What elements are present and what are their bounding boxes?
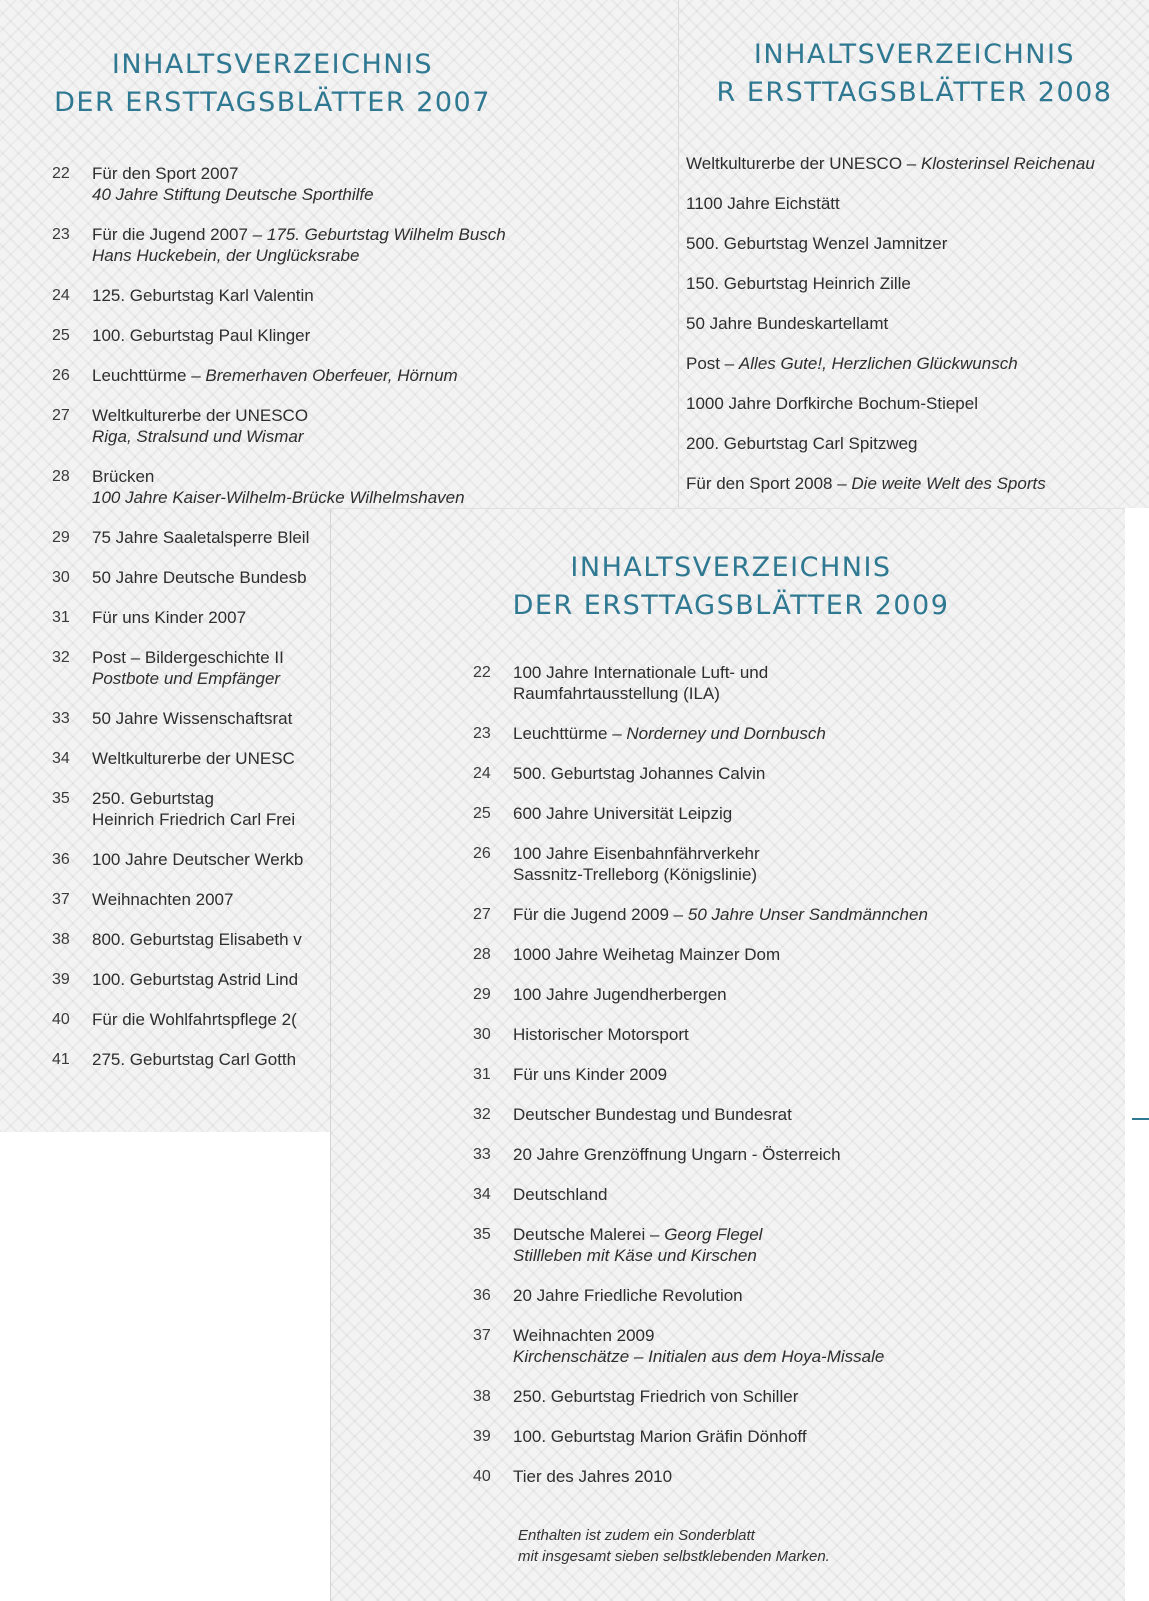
entry-title	[513, 984, 727, 1005]
entry-title	[513, 763, 765, 784]
entry-text	[513, 803, 732, 824]
entry-text	[686, 353, 1018, 374]
entry-number: 39	[52, 971, 70, 988]
entry-text	[513, 1184, 608, 1205]
entry-title	[92, 527, 309, 548]
entry-title	[92, 708, 292, 729]
list-item	[473, 1104, 928, 1125]
entry-number: 30	[52, 569, 70, 586]
entry-title-text: 1000 Jahre Weihetag Mainzer Dom	[513, 945, 781, 964]
entry-title	[513, 843, 760, 864]
list-item	[473, 803, 928, 824]
entry-number: 34	[473, 1186, 491, 1203]
entry-number: 34	[52, 750, 70, 767]
entry-number: 31	[52, 609, 70, 626]
entry-text	[513, 723, 826, 744]
entry-text	[92, 788, 295, 830]
entry-title	[513, 662, 768, 683]
list-item	[686, 153, 1095, 174]
entry-text	[513, 1104, 792, 1125]
entry-title	[92, 1009, 297, 1030]
entry-title-text: 1000 Jahre Dorfkirche Bochum-Stiepel	[686, 394, 978, 413]
entry-title	[92, 969, 298, 990]
entry-number: 24	[52, 287, 70, 304]
sheet-2008	[678, 0, 1149, 508]
entry-text	[513, 984, 727, 1005]
entry-title-text: 250. Geburtstag Friedrich von Schiller	[513, 1387, 799, 1406]
entry-title	[513, 1184, 608, 1205]
entry-title-text: 800. Geburtstag Elisabeth v	[92, 930, 302, 949]
list-item	[473, 723, 928, 744]
footnote-line1: Enthalten ist zudem ein Sonderblatt	[518, 1527, 755, 1544]
entry-title	[686, 433, 918, 454]
entry-text	[513, 944, 780, 965]
entry-title-text: Weihnachten 2007	[92, 890, 234, 909]
entry-title-text: 100. Geburtstag Marion Gräfin Dönhoff	[513, 1427, 807, 1446]
entry-title	[92, 748, 295, 769]
list-item	[686, 193, 1095, 214]
entry-title	[92, 849, 303, 870]
entry-title	[686, 393, 978, 414]
entry-title-text: 100 Jahre Internationale Luft- und	[513, 663, 769, 682]
entry-text	[92, 527, 309, 548]
entry-text	[686, 433, 918, 454]
entry-title	[513, 1386, 798, 1407]
entry-number: 27	[473, 906, 491, 923]
entry-title-text: 100 Jahre Jugendherbergen	[513, 985, 727, 1004]
entry-title-text: 50 Jahre Bundeskartellamt	[686, 314, 889, 333]
entry-text	[513, 843, 760, 885]
entry-text	[92, 969, 298, 990]
title-2009-line1: INHALTSVERZEICHNIS	[570, 552, 892, 583]
entry-title-text: Post – Bildergeschichte II	[92, 648, 284, 667]
entry-number: 37	[52, 891, 70, 908]
entry-subtitle: Postbote und Empfänger	[92, 669, 281, 688]
entry-text	[92, 929, 302, 950]
entry-title	[92, 224, 506, 245]
list-item	[473, 1064, 928, 1085]
entry-text	[92, 405, 308, 447]
entry-number: 39	[473, 1428, 491, 1445]
entry-title-text: Deutschland	[513, 1185, 608, 1204]
entries-2008	[686, 153, 1095, 508]
entry-title-text: 100. Geburtstag Astrid Lind	[92, 970, 299, 989]
entry-title-text: Für die Wohlfahrtspflege 2(	[92, 1010, 297, 1029]
entry-title-text: Für den Sport 2007	[92, 164, 239, 183]
title-2007	[0, 46, 545, 122]
list-item	[52, 466, 506, 508]
entry-title-text: Weltkulturerbe der UNESC	[92, 749, 295, 768]
entry-title-text: 125. Geburtstag Karl Valentin	[92, 286, 314, 305]
entry-title	[92, 163, 374, 184]
list-item	[52, 163, 506, 205]
entry-title-text: Tier des Jahres 2010	[513, 1467, 673, 1486]
entry-number: 26	[52, 367, 70, 384]
entry-title-italic: Bremerhaven Oberfeuer, Hörnum	[205, 366, 458, 385]
entry-text	[513, 1024, 689, 1045]
entry-subtitle: Kirchenschätze – Initialen aus dem Hoya-Missale	[513, 1347, 885, 1366]
entry-title	[513, 1426, 807, 1447]
entry-text	[92, 466, 465, 508]
entry-title	[513, 1064, 667, 1085]
entry-title-text: 600 Jahre Universität Leipzig	[513, 804, 733, 823]
entry-subtitle: Sassnitz-Trelleborg (Königslinie)	[513, 865, 758, 884]
entry-title	[686, 313, 888, 334]
entry-text	[92, 1009, 297, 1030]
entry-title-italic: 175. Geburtstag Wilhelm Busch	[266, 225, 506, 244]
entry-title-text: 50 Jahre Wissenschaftsrat	[92, 709, 293, 728]
entry-number: 28	[473, 946, 491, 963]
entry-title-text: 500. Geburtstag Johannes Calvin	[513, 764, 766, 783]
entry-title-italic: Die weite Welt des Sports	[851, 474, 1046, 493]
entry-text	[513, 1466, 672, 1487]
entry-title-text: Post –	[686, 354, 739, 373]
list-item	[473, 984, 928, 1005]
entry-title-italic: 50 Jahre Unser Sandmännchen	[687, 905, 928, 924]
entry-title	[513, 1144, 841, 1165]
entry-title-text: Brücken	[92, 467, 155, 486]
entry-title-text: 100. Geburtstag Paul Klinger	[92, 326, 311, 345]
entry-title-text: 75 Jahre Saaletalsperre Bleil	[92, 528, 310, 547]
entry-title	[92, 466, 465, 487]
entry-text	[92, 607, 246, 628]
entry-title	[686, 353, 1018, 374]
entry-title-text: 20 Jahre Grenzöffnung Ungarn - Österreich	[513, 1145, 841, 1164]
list-item	[473, 944, 928, 965]
entry-title	[513, 904, 928, 925]
entry-title-italic: Alles Gute!, Herzlichen Glückwunsch	[738, 354, 1018, 373]
entry-number: 26	[473, 845, 491, 862]
entry-title-text: 275. Geburtstag Carl Gotth	[92, 1050, 297, 1069]
list-item	[686, 233, 1095, 254]
entry-number: 35	[473, 1226, 491, 1243]
list-item	[473, 1224, 928, 1266]
accent-line	[1132, 1118, 1149, 1120]
entry-text	[513, 1426, 807, 1447]
title-2008	[679, 36, 1149, 112]
entry-title-text: Weltkulturerbe der UNESCO	[92, 406, 309, 425]
entry-number: 41	[52, 1051, 70, 1068]
entry-subtitle: Raumfahrtausstellung (ILA)	[513, 684, 720, 703]
entry-number: 32	[52, 649, 70, 666]
entry-text	[92, 708, 292, 729]
entry-text	[513, 763, 765, 784]
entry-title	[92, 607, 246, 628]
entry-number: 40	[473, 1468, 491, 1485]
entry-title	[92, 285, 314, 306]
entry-title-text: 100 Jahre Deutscher Werkb	[92, 850, 304, 869]
entry-number: 35	[52, 790, 70, 807]
entry-text	[92, 567, 307, 588]
entry-title-italic: Georg Flegel	[664, 1225, 763, 1244]
entry-text	[686, 153, 1095, 174]
title-2008-line1: INHALTSVERZEICHNIS	[753, 39, 1076, 70]
entry-text	[513, 662, 768, 704]
entry-title-text: Deutsche Malerei –	[513, 1225, 665, 1244]
entry-number: 23	[473, 725, 491, 742]
entry-subtitle: Stillleben mit Käse und Kirschen	[513, 1246, 757, 1265]
footnote	[518, 1525, 830, 1567]
list-item	[686, 273, 1095, 294]
title-2009	[331, 549, 1125, 625]
list-item	[473, 1426, 928, 1447]
list-item	[473, 1024, 928, 1045]
entry-title-text: 200. Geburtstag Carl Spitzweg	[686, 434, 918, 453]
entry-title-text: 100 Jahre Eisenbahnfährverkehr	[513, 844, 760, 863]
entry-text	[92, 163, 374, 205]
entry-number: 30	[473, 1026, 491, 1043]
entry-number: 22	[473, 664, 491, 681]
entry-number: 33	[52, 710, 70, 727]
list-item	[473, 904, 928, 925]
entry-title	[513, 1024, 689, 1045]
entry-number: 23	[52, 226, 70, 243]
entry-title	[92, 929, 302, 950]
entry-text	[92, 1049, 296, 1070]
entry-title-text: 50 Jahre Deutsche Bundesb	[92, 568, 307, 587]
list-item	[52, 285, 506, 306]
entry-text	[686, 233, 947, 254]
list-item	[52, 365, 506, 386]
entry-title-text: Für uns Kinder 2009	[513, 1065, 668, 1084]
entry-text	[92, 285, 314, 306]
entry-text	[513, 1144, 841, 1165]
entry-title-italic: Norderney und Dornbusch	[626, 724, 826, 743]
entry-title-text: 20 Jahre Friedliche Revolution	[513, 1286, 743, 1305]
entry-text	[513, 1386, 798, 1407]
entry-number: 37	[473, 1327, 491, 1344]
entry-title-italic: Klosterinsel Reichenau	[920, 154, 1095, 173]
entry-number: 40	[52, 1011, 70, 1028]
entry-text	[513, 904, 928, 925]
entry-title-text: Weltkulturerbe der UNESCO –	[686, 154, 921, 173]
list-item	[52, 224, 506, 266]
title-2007-line2: DER ERSTTAGSBLÄTTER 2007	[54, 87, 491, 118]
entry-subtitle: Riga, Stralsund und Wismar	[92, 427, 304, 446]
entry-text	[92, 224, 506, 266]
sheet-2009	[330, 508, 1125, 1601]
list-item	[473, 763, 928, 784]
entry-title-text: 150. Geburtstag Heinrich Zille	[686, 274, 911, 293]
entry-number: 29	[52, 529, 70, 546]
list-item	[473, 1386, 928, 1407]
list-item	[686, 393, 1095, 414]
entry-number: 32	[473, 1106, 491, 1123]
entry-title	[92, 788, 295, 809]
entry-title	[513, 723, 826, 744]
list-item	[473, 662, 928, 704]
entry-number: 38	[473, 1388, 491, 1405]
entry-text	[686, 273, 911, 294]
entry-number: 27	[52, 407, 70, 424]
entry-title	[92, 1049, 296, 1070]
entry-text	[92, 647, 284, 689]
entry-title-text: 250. Geburtstag	[92, 789, 214, 808]
entry-number: 22	[52, 165, 70, 182]
entry-text	[92, 365, 458, 386]
entry-text	[686, 473, 1046, 494]
entry-title-text: 500. Geburtstag Wenzel Jamnitzer	[686, 234, 948, 253]
entry-subtitle: 100 Jahre Kaiser-Wilhelm-Brücke Wilhelmshaven	[92, 488, 465, 507]
entry-title-text: Leuchttürme –	[513, 724, 627, 743]
entry-text	[513, 1064, 667, 1085]
entry-text	[686, 193, 840, 214]
title-2008-line2: R ERSTTAGSBLÄTTER 2008	[716, 77, 1113, 108]
list-item	[52, 405, 506, 447]
entry-subtitle: Heinrich Friedrich Carl Frei	[92, 810, 296, 829]
entry-title	[686, 193, 840, 214]
list-item	[473, 1184, 928, 1205]
entry-subtitle: 40 Jahre Stiftung Deutsche Sporthilfe	[92, 185, 374, 204]
list-item	[52, 325, 506, 346]
entry-text	[92, 849, 303, 870]
list-item	[686, 313, 1095, 334]
entry-text	[513, 1325, 884, 1367]
entry-text	[92, 748, 295, 769]
entry-title	[513, 1104, 792, 1125]
entry-title-text: Für uns Kinder 2007	[92, 608, 247, 627]
list-item	[686, 433, 1095, 454]
entry-title	[92, 365, 458, 386]
entry-title-text: Für die Jugend 2007 –	[92, 225, 267, 244]
title-2009-line2: DER ERSTTAGSBLÄTTER 2009	[512, 590, 950, 621]
title-2007-line1: INHALTSVERZEICHNIS	[111, 49, 434, 80]
entry-number: 31	[473, 1066, 491, 1083]
list-item	[473, 1285, 928, 1306]
list-item	[473, 1144, 928, 1165]
entry-number: 29	[473, 986, 491, 1003]
entry-title-text: Leuchttürme –	[92, 366, 206, 385]
entry-title	[686, 233, 947, 254]
entry-title	[513, 1466, 672, 1487]
entry-number: 25	[52, 327, 70, 344]
entry-title-text: Für die Jugend 2009 –	[513, 905, 688, 924]
entry-number: 36	[473, 1287, 491, 1304]
entry-subtitle: Hans Huckebein, der Unglücksrabe	[92, 246, 360, 265]
entry-title	[513, 1325, 884, 1346]
entry-text	[686, 313, 888, 334]
entry-number: 38	[52, 931, 70, 948]
entry-title	[92, 889, 233, 910]
entry-number: 33	[473, 1146, 491, 1163]
entry-text	[92, 325, 310, 346]
entry-title	[513, 1285, 743, 1306]
list-item	[686, 473, 1095, 494]
entry-text	[92, 889, 233, 910]
list-item	[473, 1325, 928, 1367]
list-item	[473, 843, 928, 885]
entry-title	[92, 647, 284, 668]
entry-text	[513, 1285, 743, 1306]
entry-title	[513, 944, 780, 965]
entry-title-text: Weihnachten 2009	[513, 1326, 655, 1345]
entry-text	[513, 1224, 762, 1266]
entry-title-text: 1100 Jahre Eichstätt	[686, 194, 840, 213]
entry-number: 28	[52, 468, 70, 485]
list-item	[473, 1466, 928, 1487]
entry-title-text: Historischer Motorsport	[513, 1025, 689, 1044]
entry-title	[92, 325, 310, 346]
entry-text	[686, 393, 978, 414]
entry-title-text: Deutscher Bundestag und Bundesrat	[513, 1105, 792, 1124]
entry-title	[686, 273, 911, 294]
entry-title	[513, 803, 732, 824]
entry-number: 36	[52, 851, 70, 868]
entry-number: 25	[473, 805, 491, 822]
entry-title	[513, 1224, 762, 1245]
entry-title	[686, 153, 1095, 174]
footnote-line2: mit insgesamt sieben selbstklebenden Marken.	[518, 1548, 830, 1565]
entry-title-text: Für den Sport 2008 –	[686, 474, 852, 493]
entry-title	[92, 405, 308, 426]
entry-title	[686, 473, 1046, 494]
entry-number: 24	[473, 765, 491, 782]
entry-title	[92, 567, 307, 588]
entries-2009	[473, 662, 928, 1506]
list-item	[686, 353, 1095, 374]
